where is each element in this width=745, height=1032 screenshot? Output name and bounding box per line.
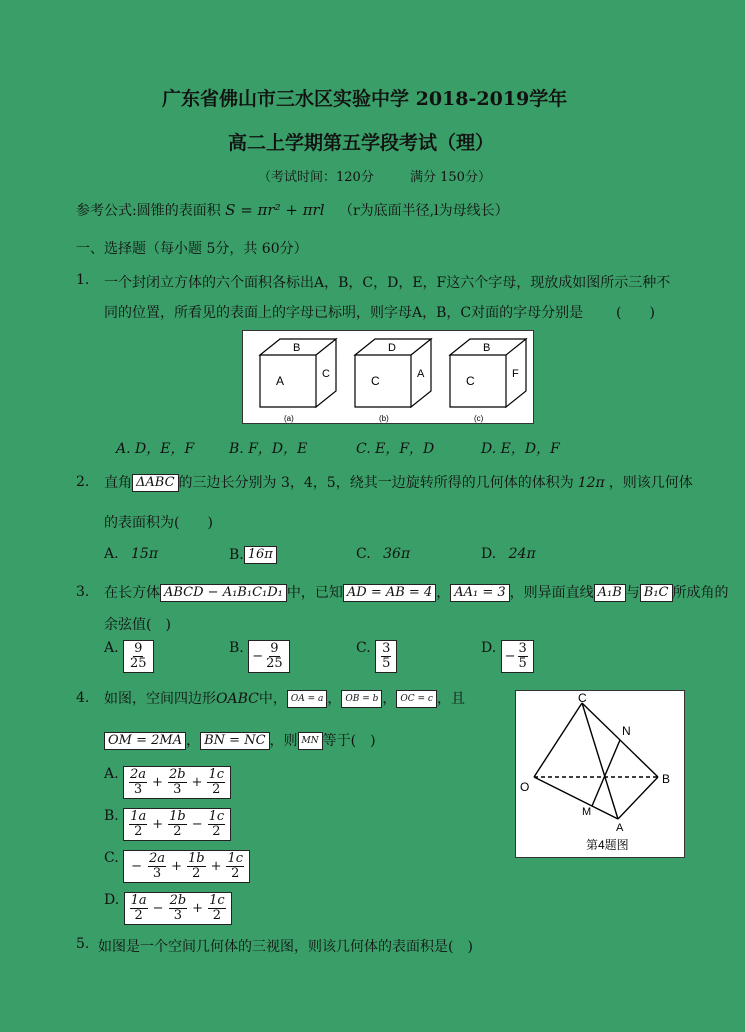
q2-post: ，则该几何体 [608,475,693,491]
q3-option-b-label: B. [229,640,244,656]
q3-option-a[interactable] [104,640,154,673]
q4-post: ，且 [436,691,465,707]
q4-option-b-t3n: 1c [208,809,225,824]
q4-option-b-t3d: 2 [212,824,221,839]
cube-c-side: F [512,368,519,380]
q4-mid: 中， [258,691,287,707]
q3-option-d-sign: − [504,649,516,664]
q4-option-a-t1n: 2a [130,767,147,782]
q4-option-c-lead: − [131,859,143,874]
exam-title-line2: 高二上学期第五学段考试（理） [228,132,495,154]
q4-option-b-op2: − [191,817,203,832]
tetrahedron-figure [515,690,685,858]
q2-pre: 直角 [104,475,132,491]
q4-option-c-t3n: 1c [227,851,244,866]
q3-option-d-label: D. [481,640,497,656]
cube-a-top: B [293,342,301,354]
q4-cond1-box: OM = 2MA [104,732,186,750]
q3-option-a-den: 25 [130,656,147,671]
q4-option-c-t2n: 1b [187,851,205,866]
fig-caption: 第4题图 [586,838,629,852]
q4-vector-ob-box: OB = b [341,690,382,708]
q4-pre: 如图，空间四边形 [104,691,216,707]
q3-option-c-box [375,640,397,673]
q4-option-d-t3d: 2 [212,908,221,923]
exam-time: （考试时间：120分 [258,170,374,185]
q4-line1: 如图，空间四边形OABC中， OA = a ， OB = b ， OC = c ，且 [104,691,465,707]
q3-mid2: ，则异面直线 [509,585,594,601]
q4-option-b-t2d: 2 [173,824,182,839]
q4-option-d-label: D. [104,892,120,908]
q3-comma: ， [436,585,451,601]
cube-b-top: D [388,342,396,354]
q2-option-d[interactable] [481,546,536,562]
q4-vector-oc-box: OC = c [396,690,437,708]
q2-number: 2. [76,474,90,490]
q3-line2: 余弦值( ) [104,617,171,633]
q4-option-d-t2n: 2b [169,893,187,908]
q3-option-a-num: 9 [134,641,143,656]
q4-option-d[interactable] [104,892,232,925]
q3-line-b-box: B₁C [640,584,673,602]
fig-label-m: M [582,806,592,818]
q3-solid-box: ABCD − A₁B₁C₁D₁ [160,584,287,602]
cube-c-front: C [466,374,475,388]
q4-line2: OM = 2MA ， BN = NC ，则 MN 等于( ) [104,730,376,750]
q1-option-a[interactable]: A. D，E，F [116,441,195,457]
q2-option-a-label: A. [104,546,119,562]
q3-option-b-sign: − [252,649,264,664]
q1-number: 1. [76,272,90,288]
q3-option-d-box [501,640,534,673]
q4-option-c-op2: + [210,859,222,874]
fig-label-b: B [662,772,671,786]
q4-option-b-label: B. [104,808,119,824]
q3-option-b-den: 25 [266,656,283,671]
q4-option-a-label: A. [104,766,119,782]
cube-b-side: A [417,368,425,380]
q4-option-c-t2d: 2 [192,866,201,881]
q4-option-b[interactable] [104,808,231,841]
q4-cond2-box: BN = NC [200,732,269,750]
q4-option-a-t3d: 2 [212,782,221,797]
q4-option-b-box [123,808,231,841]
section-heading: 一、选择题（每小题 5分，共 60分） [76,241,308,257]
q3-option-c[interactable] [356,640,397,673]
q4-option-a[interactable] [104,766,231,799]
q2-option-c-value: 36π [383,546,411,562]
q3-option-c-label: C. [356,640,371,656]
q3-post: 所成角的 [672,585,729,601]
q4-option-a-op1: + [152,775,163,790]
q3-number: 3. [76,584,90,600]
q2-option-b[interactable] [229,546,277,564]
q4-option-d-t2d: 3 [173,908,183,923]
cube-figure [242,330,534,424]
formula-suffix: （r为底面半径,l为母线长） [338,203,509,219]
q4-option-c-op1: + [171,859,182,874]
q4-option-a-op2: + [191,775,203,790]
q1-answer-paren: ( ) [616,305,655,321]
q4-option-d-t1d: 2 [134,908,143,923]
q3-line1 [104,582,729,602]
q4-option-c-t1d: 3 [152,866,162,881]
q2-mid: 的三边长分别为 3，4，5，绕其一边旋转所得的几何体的体积为 [178,475,574,491]
q3-eq2-box: AA₁ = 3 [450,584,509,602]
q4-option-c-t3d: 2 [231,866,240,881]
fig-label-a: A [616,822,624,834]
q2-line1 [104,472,693,492]
cube-c-caption: (c) [474,414,484,423]
q4-option-d-t1n: 1a [130,893,147,908]
q3-option-b-num: 9 [270,641,279,656]
q4-vector-oa-box: OA = a [287,690,328,708]
reference-formula [76,200,509,220]
formula-expression: S = πr² + πrl [225,201,325,219]
q4-option-a-box [123,766,231,799]
q1-option-d[interactable]: D. E，D，F [481,441,560,457]
q1-line2: 同的位置，所看见的表面上的字母已标明，则字母A，B，C对面的字母分别是 [104,305,584,321]
cube-b-caption: (b) [379,414,389,423]
q3-option-c-den: 5 [382,656,391,671]
cube-a-side: C [322,368,330,380]
q4-option-c-t1n: 2a [149,851,166,866]
fig-label-c: C [578,691,587,705]
q1-option-c[interactable]: C. E，F，D [356,441,435,457]
cube-b-front: C [371,374,380,388]
q3-option-a-label: A. [104,640,119,656]
cube-a [260,339,336,423]
q4-shape: OABC [216,691,259,707]
q2-option-a[interactable] [104,546,158,562]
q2-option-c-label: C. [356,546,371,562]
q4-option-c-box [123,850,250,883]
q3-option-b-box [248,640,289,673]
exam-title-line1: 广东省佛山市三水区实验中学 2018-2019学年 [162,88,568,110]
cube-a-front: A [276,374,285,388]
q3-option-d-num: 3 [518,641,527,656]
q3-option-d[interactable] [481,640,534,673]
q2-volume: 12π [577,475,605,491]
q3-option-d-den: 5 [518,656,527,671]
q4-option-c-label: C. [104,850,119,866]
q4-then: ，则 [269,733,298,749]
cube-c [450,339,526,423]
fig-label-n: N [622,724,631,738]
q1-option-b[interactable]: B. F，D，E [229,441,308,457]
cube-b [355,339,431,423]
q4-option-a-t1d: 3 [133,782,143,797]
q2-triangle-box: ΔABC [132,474,179,492]
q5-text: 如图是一个空间几何体的三视图，则该几何体的表面积是( ) [98,939,473,955]
q3-pre: 在长方体 [104,585,160,601]
q2-option-d-label: D. [481,546,497,562]
q1-line1: 一个封闭立方体的六个面积各标出A，B，C，D，E，F这六个字母，现放成如图所示三种不 [104,275,671,291]
q4-option-d-op1: − [152,901,164,916]
q3-mid1: 中，已知 [286,585,343,601]
q3-line-a-box: A₁B [594,584,626,602]
q4-option-a-t3n: 1c [208,767,225,782]
q4-option-b-t1d: 2 [134,824,143,839]
q4-option-a-t2n: 2b [168,767,186,782]
q2-option-d-value: 24π [508,546,536,562]
q4-option-b-t2n: 1b [169,809,186,824]
q4-option-c[interactable] [104,850,250,883]
q2-option-a-value: 15π [131,546,159,562]
q3-eq1-box: AD = AB = 4 [343,584,436,602]
q4-option-a-t2d: 3 [173,782,182,797]
q4-equals: 等于( ) [322,733,376,749]
q3-with: 与 [625,585,640,601]
q4-option-d-t3n: 1c [209,893,225,908]
q2-line2: 的表面积为( ) [104,515,213,531]
q4-option-d-box [124,892,232,925]
q5-number: 5. [76,936,90,952]
q4-number: 4. [76,690,90,706]
q2-option-b-label: B. [229,547,244,563]
q2-option-b-value: 16π [244,546,277,564]
q4-option-d-op2: + [192,901,204,916]
q2-option-c[interactable] [356,546,410,562]
cube-c-top: B [483,342,491,354]
q4-option-b-t1n: 1a [130,809,147,824]
full-score: 满分 150分） [410,170,491,185]
q4-option-b-op1: + [152,817,164,832]
q3-option-a-box [123,640,154,673]
cube-a-caption: (a) [284,414,294,423]
q4-vector-mn-box: MN [298,732,323,750]
fig-label-o: O [520,780,530,794]
q3-option-c-num: 3 [382,641,391,656]
q3-option-b[interactable] [229,640,290,673]
formula-prefix: 参考公式:圆锥的表面积 [76,203,221,219]
